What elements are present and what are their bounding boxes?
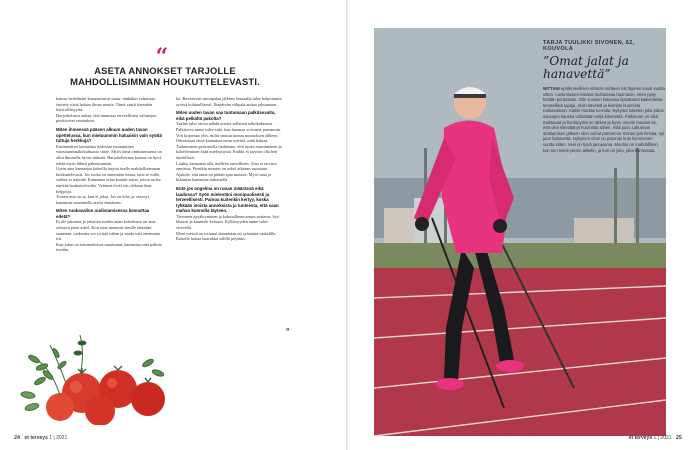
profile-sidebar (543, 40, 665, 153)
article-column-2 (176, 96, 284, 242)
body-paragraph: kanssa hedelmäni kruunautuvat siaan, sänkäkin valmistaa täytetty riisiä haluaa ilman muuta. Tämä vaatii tietenkin kärsivällisyyttä. (56, 96, 156, 113)
body-paragraph: Et ole jaksanut ja jokaisen uuden asian kokeilussa on aina otettava pieni askel. Kun asiat menevät sinulle tärkeään suuntaan, vaikeutta voi yrittää vähän ja saada siitä enemmän irti. (56, 219, 160, 242)
left-magazine-name: et terveys (24, 435, 48, 441)
quote-mark-icon: “ (155, 44, 169, 70)
article-column-1 (56, 96, 164, 253)
sidebar-body (543, 86, 665, 153)
body-paragraph: Vaalan tulee taitoa nähdä asioita sellaisen näkökulmasta. Palkitseva tunne tulee siitä, kun huomaa voivansa paremmin. Voit kirjoittaa ylös, miltä sinusta tuntuu muutoksen jälkeen. (176, 121, 282, 138)
tomato-herb-illustration (20, 325, 170, 425)
page-gutter (346, 0, 348, 450)
body-paragraph: Ensimmäiset kannattaa tiedostaa tuottaminen varautumisnäkökulmasta sinne. Myös tämä onnistumisena on ollut ihmiselle hyvin tärkeää. Harjoiteltavana kotona on hyvä tehdä myös lähteä pahentumaan. (56, 143, 162, 166)
body-paragraph: Toinen asia on se, kun ei jaksa. Jos on kiire ja väsynyt, kannattaa suunnitella ateria etukäteen. (56, 194, 150, 205)
left-page-number: 24 (14, 435, 21, 441)
interview-question: Miten uuden tavan saa tuntumaan palkitsevalta, eikä pelkältä pakolta? (176, 110, 276, 121)
right-page-footer (629, 435, 682, 441)
interview-question: Miten ihmeessä pääsen alkuun uuden tavan opettelussa, kun mieluummin haluaisin vain syödä tuttuja herkkuja? (56, 126, 162, 144)
person-name: TARJA TUULIKKI SIVONEN, 62, KOUVOLA (543, 40, 635, 52)
interview-question: Entä jos ongelma on ruoan määrässä eikä laadussa? Syön mielestäni monipuolisesti ja terveellisesti. Painoa kuitenkin kertyy, koska tykkään isoista annoksista ja tunteesta, että saan mahan kunnolla täyteen. (176, 185, 279, 214)
body-paragraph: Tietoinen pysähtyminen ja kohtuullinen annos auttavat. Syö hitaasti ja kuuntele kehoasi. Kylläisyyden tunne tulee viiveellä. (176, 213, 280, 231)
sidebar-title: ”Omat jalat ja hanavettä” (543, 54, 629, 81)
right-issue: 1 | 2021 (653, 435, 672, 441)
body-paragraph: ho. Ravitsevan aamupalan jälkeen lounaalla tulee helpommin syötyä kohtuullisesti. Iltapäivän välipala auttaa jaksamaan. (176, 96, 282, 107)
left-issue: 1 | 2021 (49, 435, 68, 441)
right-page-number: 25 (675, 435, 682, 441)
body-paragraph: Harjoittelussa auttaa, että tunnistaa terveellisten valintojen positiiviset seuraukset. (56, 112, 157, 124)
body-paragraph: Moni meistä on tottunut ahmimaan tai syömään vauhdilla. Kokeile laittaa haarukka välillä pöytään. (176, 230, 277, 242)
continue-arrow-icon: » (286, 327, 290, 333)
right-magazine-name: et terveys (628, 435, 653, 441)
pullquote: ASETA ANNOKSET TARJOLLE MAHDOLLISIMMAN HOUKUTTELEVASTI. (70, 65, 260, 87)
sidebar-lead: MITTANI (543, 86, 560, 91)
interview-question: Miten ruokavalion uudistamisessa kannattaa edetä? (56, 208, 150, 219)
body-paragraph: Lisäksi kannattaa olla itselleen armollinen. Aina ei tarvitse onnistua. Pienikin muutos on askel oikeaan suuntaan. (176, 160, 277, 172)
body-paragraph: Oikeastaan tässä kannattaa ensin miettiä, mitä haluaa. Tutkimusten perusteella tiedämme, että ruoan maistaminen ja kokeileminen lisää mieltymystä. Kaikki ei tarvitse olla heti täydellistä. (176, 138, 282, 160)
left-page-footer (14, 435, 67, 441)
sidebar-text: epäterveellisen elämän suhteen tuli täyteen kuusi vuotta sitten. Lastenlasten kanssa touhutessa huomasin, etten pysy heidän perässään. Olin vuosien kuluessa lipsuttanut kaikenlaisia terveellisiä tapoja. Aloin käveleä ja kiinnitin huomiota ruokavalioon. Kaikki muuttui kerralla. Nykyisin kävelen joka päivä sauvojen kanssa vähintään neljä kilometriä. Palkinnan on ollut mahtavaa ja kuntopyörä on tärkeä ja hyvä. Suurin muutos on, että olen kiinnittänyt huomiota siihen, mitä juon. Liikunnan aloittamisen jälkeen olen voinut paremmin. Ennen join limsaa, nyt juon hanavettä. Nykyinen oloni on parempi kuin kymmenen vuotta sitten. Vesi on hyvä janojuoma. Muutos on mahdollinen, kun sen tekee pienin askelin, ja kun on joku, joka kannustaa. (543, 86, 665, 153)
body-paragraph: Kun jokin on tottumuksissa muuttunut, kannattaa siitä palkita itseään. (56, 241, 162, 253)
body-paragraph: Usein aina kannattaa kokeilla tarjota itselle mahdollisimman houkuttelevasti. Jos ruoka on ennestään tuttua, laita se esille, vaikka se näyttää. Kannattaa ottaa kauniit astiat, joissa ruoka näyttää houkuttelevalta. Valinnat eivät siis olekaan ihan helppoja. (56, 166, 161, 194)
body-paragraph: Ajattele, että tämä on pitkän ajan muutos. Myös unta ja liikuntaa kannattaa tarkastella. (176, 171, 272, 183)
